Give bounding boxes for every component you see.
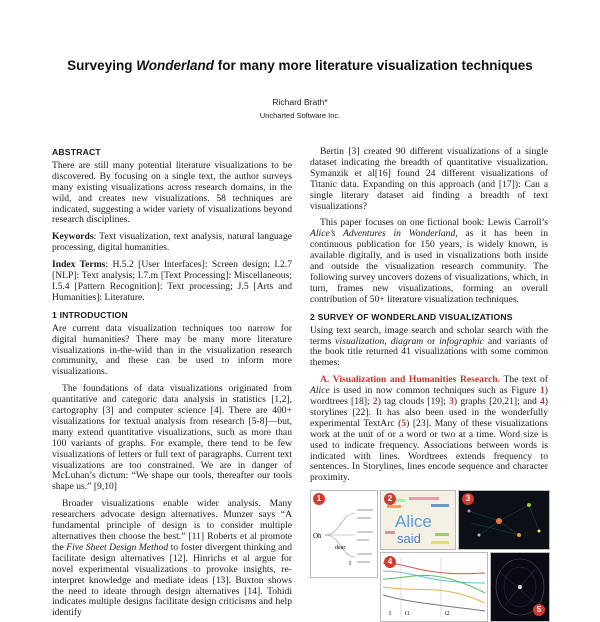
- keywords: [52, 232, 292, 254]
- intro-p3-emphasis: Five Sheet Design Method: [66, 541, 169, 553]
- left-column: [52, 147, 292, 619]
- wordtree-word: I: [349, 561, 351, 568]
- ref-3: 3: [449, 396, 454, 408]
- right-paragraph-1: Bertin [3] created 90 different visualizations of a single dataset indicating the breadth of quantitative visualization. Symanzik et al[16] found 24 different visualizations of Titanic data. Expanding on this approach (and [17]): Can a single literary dataset aid finding a breadth of text visualizations?: [310, 146, 548, 212]
- storyline-label: t2: [445, 611, 450, 618]
- figure-badge-3: 3: [462, 493, 474, 505]
- index-terms-text: : H.5.2 [User Interfaces]: Screen design; I.2.7 [NLP]: Text analysis; I.7.m [Text Processing]: Miscellaneous; I.5.4 [Pattern Recognition]: Text processing; J.5 [Arts and Humanities]: Literature.: [52, 259, 292, 303]
- cloud-word-alice: Alice: [395, 512, 432, 532]
- figure-badge-5: 5: [533, 604, 545, 616]
- intro-p3-a: Broader visualizations enable wider analysis. Many researchers advocate design alternatives. Munzer says “A fundamental principle of design is to consider multiple alternatives then choose the best.” [11] Roberts et al promote the: [52, 498, 292, 553]
- title-part-1: Surveying: [67, 58, 137, 73]
- survey-p-a: Using text search, image search and scholar search with the terms: [310, 324, 548, 347]
- index-terms-label: Index Terms: [52, 259, 106, 271]
- keywords-text: : Text visualization, text analysis, natural language processing, digital humanities.: [52, 231, 292, 254]
- ref-5: 5: [401, 417, 407, 429]
- intro-paragraph-1: Are current data visualization techniques too narrow for digital humanities? There may be many more literature visualizations in-the-wild than in the visualization research community, and these can be used to inform more visualizations.: [52, 322, 292, 378]
- section-a-paragraph: [310, 375, 548, 484]
- storyline-panel: [380, 552, 488, 622]
- survey-p-b: and variants of the book title returned 41 visualizations with some common themes:: [310, 335, 548, 369]
- survey-heading: 2 SURVEY OF WONDERLAND VISUALIZATIONS: [310, 311, 513, 322]
- abstract-text: There are still many potential literature visualizations to be discovered. By focusing on a single text, the author surveys many existing visualizations across research domains, in the wild, and creates new visualizations. 58 techniques are indicated, suggesting a wider variety of visualizations beyond research disciplines.: [52, 159, 292, 226]
- a-text: is used in now common techniques such as Figure: [329, 385, 540, 397]
- book-title-emphasis: Alice’s Adventures in Wonderland: [310, 228, 456, 240]
- a-text: ) storylines [22]. It has also been used in the wonderfully experimental TextArc (: [310, 396, 548, 429]
- ref-1: 1: [540, 385, 545, 397]
- survey-paragraph: [310, 326, 548, 370]
- ref-4: 4: [540, 396, 545, 408]
- index-terms: [52, 260, 292, 304]
- a-text: The text of: [500, 374, 548, 386]
- storyline-graphic: [381, 553, 487, 621]
- author-name: Richard Brath*: [272, 97, 328, 107]
- sep: ,: [384, 335, 391, 347]
- a-alice: Alice: [310, 385, 330, 397]
- title-emphasis: Wonderland: [136, 58, 214, 73]
- paper-title: [0, 58, 600, 73]
- right-p2-b: , as it has been in continuous publication for 150 years, is widely known, is available digitally, and is used in visualizations both inside and outside the visualization research community. The following survey uncovers dozens of visualizations, which, in turn, frames new visualizations, forming an overall contribution of 50+ literature visualization techniques.: [310, 228, 549, 305]
- figure-badge-4: 4: [384, 556, 396, 568]
- a-text: ) tag clouds [19];: [377, 396, 450, 408]
- figure-badge-2: 2: [384, 493, 396, 505]
- section-a-label: A. Visualization and Humanities Research.: [320, 374, 501, 386]
- cloud-word-said: said: [397, 531, 421, 547]
- right-column: [310, 147, 548, 620]
- storyline-label: I: [389, 611, 391, 618]
- title-part-2: for many more literature visualization techniques: [213, 58, 533, 73]
- storyline-label: t1: [405, 611, 410, 618]
- figure-badge-1: 1: [313, 493, 325, 505]
- right-paragraph-2: [310, 218, 548, 305]
- intro-heading: 1 INTRODUCTION: [52, 309, 128, 320]
- keywords-label: Keywords: [52, 231, 94, 243]
- right-p2-a: This paper focuses on one fictional book: Lewis Carroll’s: [320, 217, 548, 229]
- sep: or: [423, 335, 440, 347]
- abstract-heading: ABSTRACT: [52, 147, 101, 157]
- intro-paragraph-3: [52, 499, 292, 619]
- ref-2: 2: [372, 396, 378, 408]
- term-visualization: visualization: [335, 335, 385, 347]
- wordtree-root: Oh: [313, 532, 322, 541]
- a-text: ) graphs [20,21]; and: [453, 396, 540, 408]
- a-text: ) [23]. Many of these visualizations work at the unit of or a word or two at a time. Word size is used to indicate frequency. Associations between words is indicated with lines. Wordtrees extends frequency to sentences. In Storylines, lines encode sequence and character proximity.: [310, 417, 548, 484]
- term-diagram: diagram: [390, 335, 424, 347]
- affiliation: Uncharted Software Inc.: [259, 111, 341, 120]
- intro-p3-b: to foster divergent thinking and facilitate design alternatives [12]. Hinrichs et al argue for novel experimental visualizations to provoke insights, re-interpret knowledge and mediate ideas [13]. Buxton shows the need to ideate through design alternatives [14]. Tohidi indicates multiple designs facilitate design criticisms and help identify: [52, 541, 293, 619]
- intro-paragraph-2: The foundations of data visualizations originated from quantitative and categoric data analysis in statistics [1,2], cartography [3] and computer science [4]. There are 400+ visualizations for textual analysis from research [5-8]—but, many extend quantitative visualizations, such as more than 100 variants of graphs. For example, there tend to be few visualizations of letters or full text of paragraphs. Current text visualizations are too constrained. We are in danger of McLuhan’s dictum: “We shape our tools, thereafter our tools shape us.” [9,10]: [52, 383, 292, 493]
- a-text: ) wordtrees [18];: [310, 385, 548, 408]
- figure-collage: [310, 490, 548, 620]
- wordtree-word: dear: [335, 545, 346, 552]
- term-infographic: infographic: [439, 335, 484, 347]
